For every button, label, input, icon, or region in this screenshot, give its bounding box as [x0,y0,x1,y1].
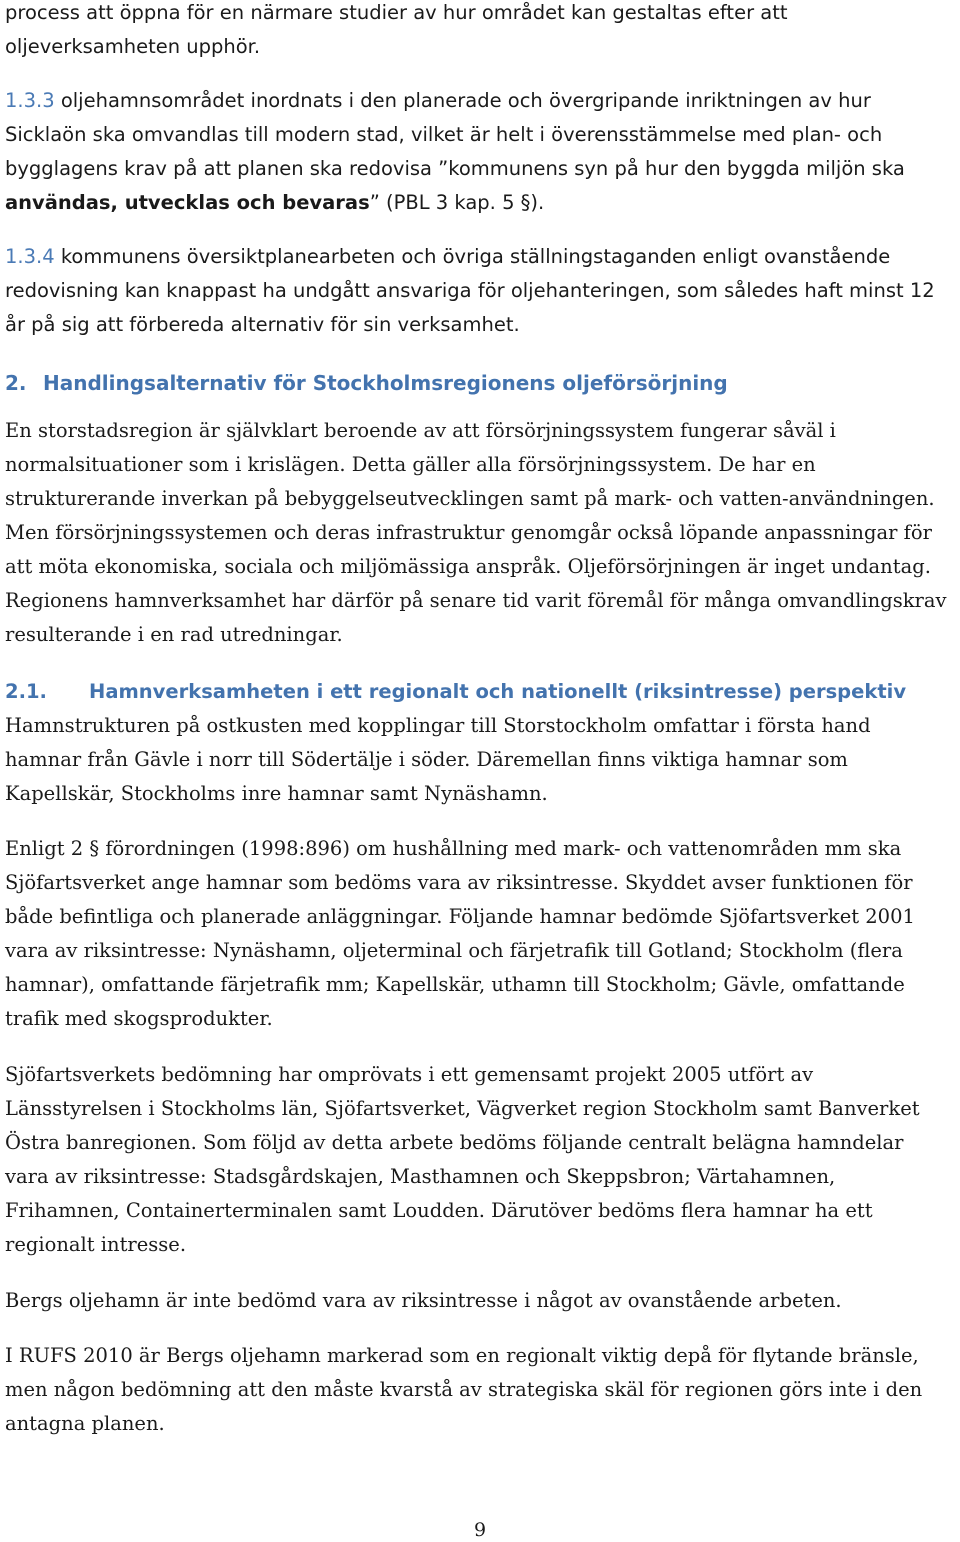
item-number: 1.3.3 [5,89,55,112]
item-text-b: ” (PBL 3 kap. 5 §). [369,191,545,214]
item-emphasis: användas, utvecklas och bevaras [5,191,370,214]
page-number: 9 [473,1519,487,1541]
section-2-1-paragraph-2: Enligt 2 § förordningen (1998:896) om hushållning med mark- och vattenområden mm ska Sjöfartsverket ange hamnar som bedöms vara av riksintresse. Skyddet avser funktionen för både befintliga och planerade anläggningar. Följande hamnar bedömde Sjöfartsverket 2001 vara av riksintresse: Nynäshamn, oljeterminal och färjetrafik till Gotland; Stockholm (flera hamnar), omfattande färjetrafik mm; Kapellskär, uthamn till Stockholm; Gävle, omfattande trafik med skogsprodukter. [5,837,915,1030]
item-text: kommunens översiktplanearbeten och övriga ställningstaganden enligt ovanstående redovisning kan knappast ha undgått ansvariga för oljehanteringen, som således haft minst 12 år på sig att förbereda alternativ för sin verksamhet. [5,245,935,336]
heading-title: Handlingsalternativ för Stockholmsregionens oljeförsörjning [43,371,728,395]
item-number: 1.3.4 [5,245,55,268]
heading-title: Hamnverksamheten i ett regionalt och nationellt (riksintresse) perspektiv [89,680,907,703]
section-2-1-paragraph-1: Hamnstrukturen på ostkusten med kopplingar till Storstockholm omfattar i första hand hamnar från Gävle i norr till Södertälje i söder. Däremellan finns viktiga hamnar som Kapellskär, Stockholms inre hamnar samt Nynäshamn. [5,714,871,805]
item-text-a: oljehamnsområdet inordnats i den planerade och övergripande inriktningen av hur Sicklaön ska omvandlas till modern stad, vilket är helt i överensstämmelse med plan- och bygglagens krav på att planen ska redovisa ”kommunens syn på hur den byggda miljön ska [5,89,905,180]
section-2-paragraph: En storstadsregion är självklart beroende av att försörjningssystem fungerar såväl i normalsituationer som i krislägen. Detta gäller alla försörjningssystem. De har en strukturerande inverkan på bebyggelseutvecklingen samt på mark- och vatten-användningen. Men försörjningssystemen och deras infrastruktur genomgår också löpande anpassningar för att möta ekonomiska, sociala och miljömässiga anspråk. Oljeförsörjningen är inget undantag. Regionens hamnverksamhet har därför på senare tid varit föremål för många omvandlingskrav resulterande i en rad utredningar. [5,419,947,646]
heading-number: 2.1. [5,680,47,703]
section-heading-2-1 [5,677,906,707]
section-2-1-paragraph-5: I RUFS 2010 är Bergs oljehamn markerad som en regionalt viktig depå för flytande bränsle, men någon bedömning att den måste kvarstå av strategiska skäl för regionen görs inte i den antagna planen. [5,1344,923,1435]
heading-number: 2. [5,371,27,395]
paragraph-continuation: process att öppna för en närmare studier av hur området kan gestaltas efter att oljeverksamheten upphör. [5,1,788,58]
section-heading-2 [5,368,728,398]
list-item-1-3-4 [5,240,950,342]
list-item-1-3-3 [5,84,950,220]
section-2-1-paragraph-4: Bergs oljehamn är inte bedömd vara av riksintresse i något av ovanstående arbeten. [5,1289,842,1312]
section-2-1-paragraph-3: Sjöfartsverkets bedömning har omprövats i ett gemensamt projekt 2005 utfört av Länsstyrelsen i Stockholms län, Sjöfartsverket, Vägverket region Stockholm samt Banverket Östra banregionen. Som följd av detta arbete bedöms följande centralt belägna hamndelar vara av riksintresse: Stadsgårdskajen, Masthamnen och Skeppsbron; Värtahamnen, Frihamnen, Containerterminalen samt Loudden. Därutöver bedöms flera hamnar ha ett regionalt intresse. [5,1063,920,1256]
